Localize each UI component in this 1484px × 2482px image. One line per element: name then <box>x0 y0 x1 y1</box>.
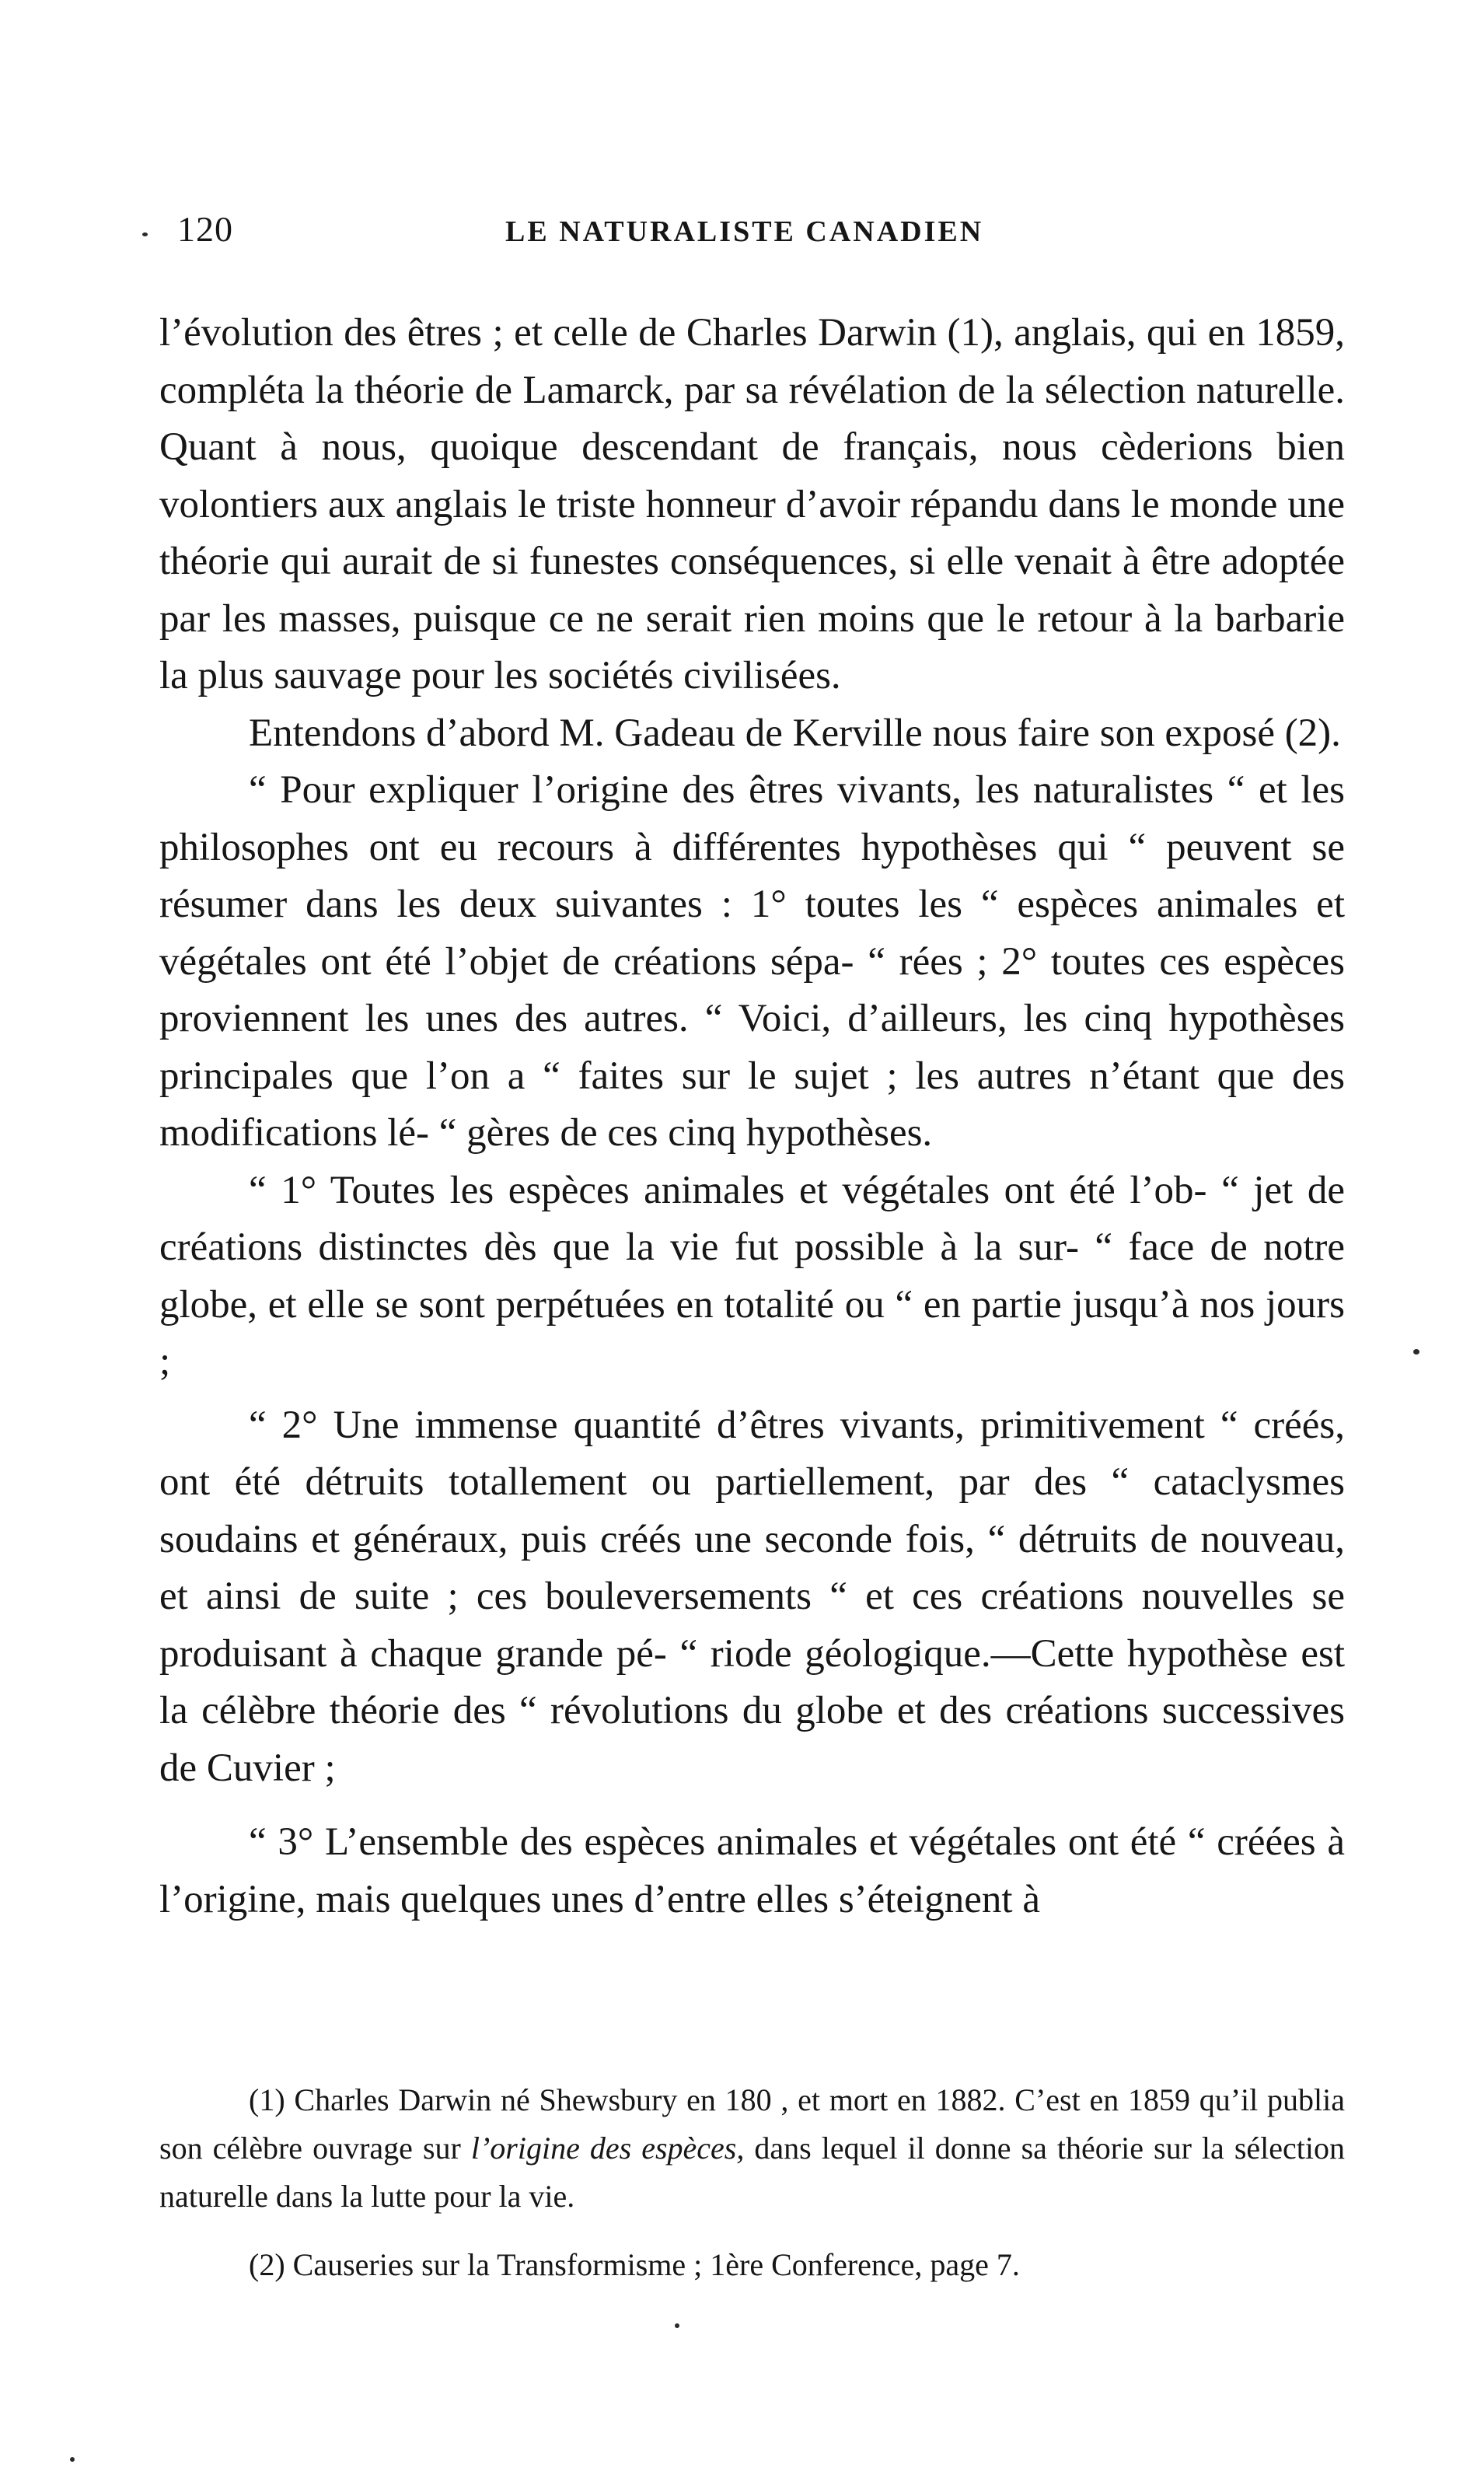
scan-speck <box>675 2323 679 2328</box>
scan-speck <box>1413 1349 1419 1355</box>
footnote-1-text: (1) Charles Darwin né Shewsbury en 180 , et mort en 1882. C’est en 1859 qu’il publia son célèbre ouvrage sur <box>159 2082 1345 2166</box>
quote-intro: “ Pour expliquer l’origine des êtres vivants, les naturalistes “ et les philosophes ont eu recours à différentes hypothèses qui “ peuvent se résumer dans les deux suivantes : 1° toutes les “ espèces animales et végétales ont été l’objet de créations sépa- “ rées ; 2° toutes ces espèces proviennent les unes des autres. “ Voici, d’ailleurs, les cinq hypothèses principales que l’on a “ faites sur le sujet ; les autres n’étant que des modifications lé- “ gères de ces cinq hypothèses. <box>159 768 1345 1155</box>
footnote-1-title: l’origine des espèces, <box>470 2131 745 2166</box>
footnote-2: (2) Causeries sur la Transformisme ; 1ère Conference, page 7. <box>249 2247 1020 2282</box>
body-text <box>159 305 1345 1928</box>
page-number: 120 <box>177 209 233 249</box>
paragraph-darwin: l’évolution des êtres ; et celle de Charles Darwin (1), anglais, qui en 1859, compléta la théorie de Lamarck, par sa révélation de la sélection naturelle. Quant à nous, quoique descendant de français, nous cèderions bien volontiers aux anglais le triste honneur d’avoir répandu dans le monde une théorie qui aurait de si funestes conséquences, si elle venait à être adoptée par les masses, puisque ce ne serait rien moins que le retour à la barbarie la plus sauvage pour les sociétés civilisées. <box>159 311 1345 697</box>
footnotes <box>159 2076 1345 2289</box>
running-title: LE NATURALISTE CANADIEN <box>505 215 984 248</box>
paragraph-kerville: Entendons d’abord M. Gadeau de Kerville nous faire son exposé (2). <box>249 711 1341 755</box>
quote-hypothesis-1: “ 1° Toutes les espèces animales et végétales ont été l’ob- “ jet de créations distinctes dès que la vie fut possible à la sur- “ face de notre globe, et elle se sont perpétuées en totalité ou “ en partie jusqu’à nos jours ; <box>159 1168 1345 1383</box>
page-header <box>140 208 1360 263</box>
quote-hypothesis-3: “ 3° L’ensemble des espèces animales et végétales ont été “ créées à l’origine, mais quelques unes d’entre elles s’éteignent à <box>159 1820 1345 1921</box>
footnote-1 <box>159 2076 1345 2221</box>
quote-hypothesis-2: “ 2° Une immense quantité d’êtres vivants, primitivement “ créés, ont été détruits totallement ou partiellement, par des “ cataclysmes soudains et généraux, puis créés une seconde fois, “ détruits de nouveau, et ainsi de suite ; ces bouleversements “ et ces créations nouvelles se produisant à chaque grande pé- “ riode géologique.—Cette hypothèse est la célèbre théorie des “ révolutions du globe et des créations successives de Cuvier ; <box>159 1403 1345 1790</box>
scan-speck <box>70 2457 75 2462</box>
footnote-1-end: dans lequel il donne sa théorie sur la sélection naturelle dans la lutte pour la vie. <box>159 2131 1345 2214</box>
